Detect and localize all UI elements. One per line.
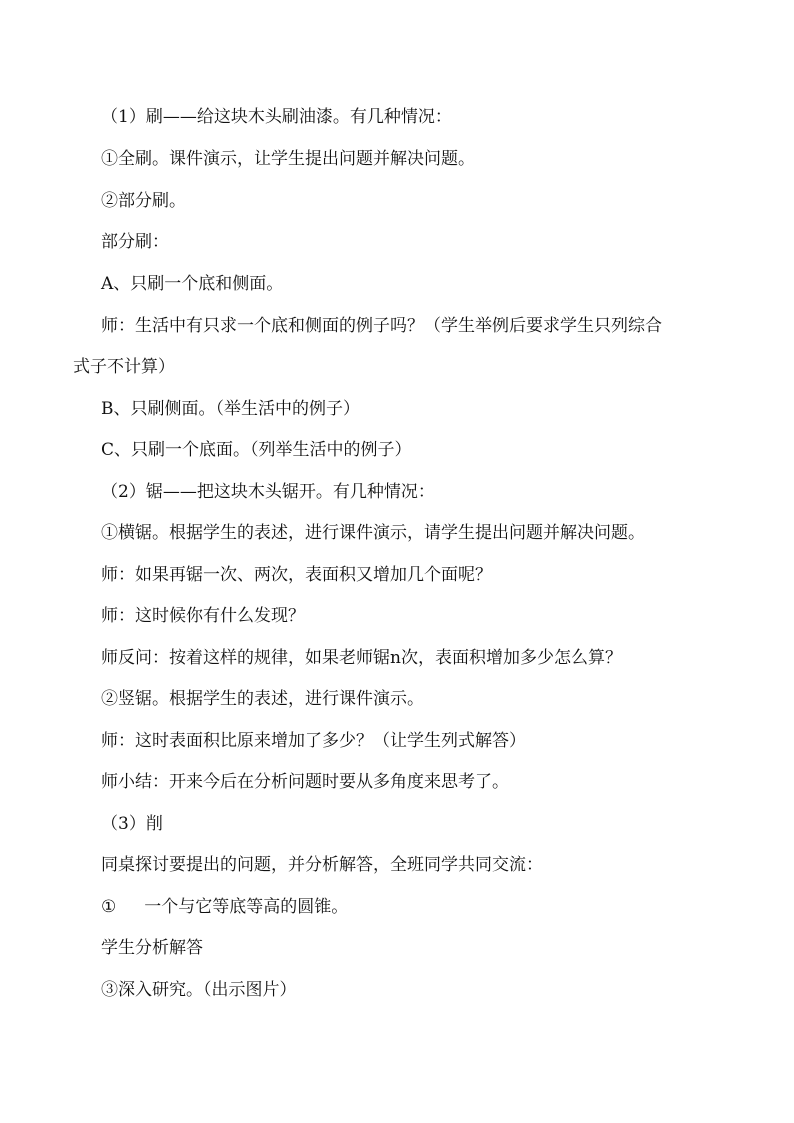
paragraph-vertical-saw: ②竖锯。根据学生的表述，进行课件演示。 xyxy=(101,689,424,709)
paragraph-brush-heading: （1）刷——给这块木头刷油漆。有几种情况： xyxy=(101,107,452,127)
paragraph-deep-research: ③深入研究。（出示图片） xyxy=(101,980,297,1000)
paragraph-option-b: B、只刷侧面。（举生活中的例子） xyxy=(101,399,360,419)
paragraph-teacher-question-2: 师：如果再锯一次、两次，表面积又增加几个面呢？ xyxy=(101,565,492,585)
paragraph-option-c: C、只刷一个底面。（列举生活中的例子） xyxy=(101,440,412,460)
list-marker: ① xyxy=(101,897,117,917)
paragraph-cone-text: 一个与它等底等高的圆锥。 xyxy=(144,897,349,917)
paragraph-full-brush: ①全刷。课件演示，让学生提出问题并解决问题。 xyxy=(101,149,475,169)
paragraph-option-a: A、只刷一个底和侧面。 xyxy=(101,274,284,294)
paragraph-teacher-question-5: 师：这时表面积比原来增加了多少？（让学生列式解答） xyxy=(101,731,526,751)
paragraph-partial-brush: ②部分刷。 xyxy=(101,191,186,211)
paragraph-teacher-question-3: 师：这时候你有什么发现？ xyxy=(101,606,305,626)
paragraph-partial-brush-label: 部分刷： xyxy=(101,232,169,252)
paragraph-student-analysis: 学生分析解答 xyxy=(101,938,203,958)
paragraph-saw-heading: （2）锯——把这块木头锯开。有几种情况： xyxy=(101,482,435,502)
paragraph-discussion: 同桌探讨要提出的问题，并分析解答，全班同学共同交流： xyxy=(101,855,543,875)
paragraph-cut-heading: （3）削 xyxy=(101,814,163,834)
paragraph-horizontal-saw: ①横锯。根据学生的表述，进行课件演示，请学生提出问题并解决问题。 xyxy=(101,523,645,543)
paragraph-cone-item xyxy=(0,896,794,918)
paragraph-teacher-question-1-cont: 式子不计算） xyxy=(73,357,175,377)
paragraph-teacher-question-1: 师：生活中有只求一个底和侧面的例子吗？（学生举例后要求学生只列综合 xyxy=(101,316,662,336)
paragraph-teacher-question-4: 师反问：按着这样的规律，如果老师锯n次，表面积增加多少怎么算？ xyxy=(101,648,622,668)
paragraph-teacher-summary: 师小结：开来今后在分析问题时要从多角度来思考了。 xyxy=(101,772,509,792)
